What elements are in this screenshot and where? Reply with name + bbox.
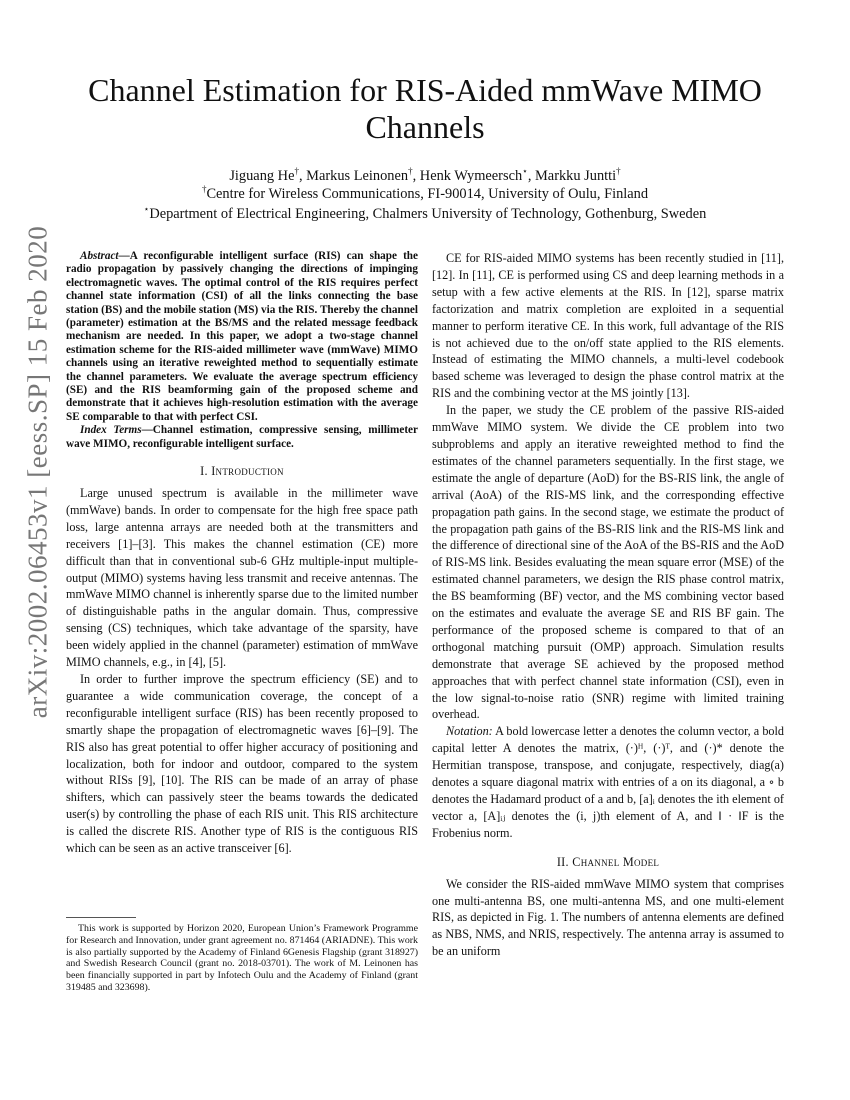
author-mark: †: [294, 166, 299, 177]
affiliation-mark: †: [201, 184, 207, 195]
section-title: Introduction: [211, 464, 284, 479]
paper-title: Channel Estimation for RIS-Aided mmWave MIMO Channels: [88, 72, 762, 145]
notation-label: Notation:: [446, 724, 493, 739]
body-paragraph: In order to further improve the spectrum efficiency (SE) and to guarantee a wide communication coverage, the concept of a reconfigurable intelligent surface (RIS) has been recently proposed to smartly shape the propagation of electromagnetic waves [6]–[9]. The RIS also has great potential to offer higher accuracy of positioning and localization, both for indoor and outdoor, compared to the system without RISs [9], [10]. The RIS can be made of an array of phase shifters, which can passively steer the beams towards the dedicated user(s) by controlling the phase of each RIS unit. This RIS architecture is called the discrete RIS. Another type of RIS is the contiguous RIS which can be seen as an active transceiver [6].: [66, 671, 418, 856]
index-terms-text: —Channel estimation, compressive sensing, millimeter wave MIMO, reconfigurable intelligent surface.: [66, 424, 418, 450]
right-column: [432, 250, 784, 960]
author-list: Jiguang He†, Markus Leinonen†, Henk Wymeersch⋆, Markku Juntti†: [229, 166, 621, 184]
section-number: I.: [200, 464, 208, 479]
abstract-label: Abstract: [80, 250, 119, 262]
abstract: [66, 250, 418, 424]
author-name: Jiguang He: [229, 168, 295, 184]
affiliation-mark: ⋆: [143, 204, 150, 215]
body-paragraph: Large unused spectrum is available in the millimeter wave (mmWave) bands. In order to compensate for the high free space path loss, large antenna arrays are needed both at the transmitters and receivers [1]–[3]. This makes the channel estimation (CE) more difficult than that in conventional sub-6 GHz multiple-input multiple-output (MIMO) systems having less transmit and receive antennas. The mmWave MIMO channel is inherently sparse due to the limited number of distinguishable paths in the angular domain. Thus, compressive sensing (CS) techniques, which take advantage of the sparsity, have been widely applied in the channel (parameter) estimation of mmWave MIMO channels, e.g., in [4], [5].: [66, 486, 418, 670]
section-number: II.: [556, 854, 569, 869]
footnote-text: This work is supported by Horizon 2020, European Union’s Framework Programme for Research and Innovation, under grant agreement no. 871464 (ARIADNE). This work is also partially supported by the Academy of Finland 6Genesis Flagship (grant 318927) and Swedish Research Council (grant no. 2018-03701). The work of M. Leinonen has been financially supported in part by Infotech Oulu and the Academy of Finland (grant 319485 and 323698).: [66, 923, 418, 993]
index-terms-label: Index Terms: [80, 424, 142, 437]
left-column: [66, 250, 418, 857]
footnote: [66, 923, 418, 994]
abstract-text: —A reconfigurable intelligent surface (RIS) can shape the radio propagation by passively changing the directions of impinging electromagnetic waves. The optimal control of the RIS requires perfect channel state information (CSI) of all the links connecting the base station (BS) and the mobile station (MS) via the RIS. Thereby the channel (parameter) estimation at the BS/MS and the related message feedback mechanism are needed. In this paper, we adopt a two-stage channel estimation scheme for the RIS-aided millimeter wave (mmWave) MIMO channels using an iterative reweighted method to sequentially estimate the channel parameters. We evaluate the average spectrum efficiency (SE) and the RIS beamforming gain of the proposed scheme and demonstrate that it achieves high-resolution estimation with the average SE comparable to that with perfect CSI.: [66, 250, 418, 423]
notation-text: A bold lowercase letter a denotes the column vector, a bold capital letter A denotes the matrix, (·)ᴴ, (·)ᵀ, and (·)* denote the Hermitian transpose, transpose, and conjugate, respectively, diag(a) denotes a square diagonal matrix with entries of a on its diagonal, a ∘ b denotes the Hadamard product of a and b, [a]ᵢ denotes the ith element of vector a, [A]ᵢⱼ denotes the (i, j)th element of A, and ‖ · ‖F is the Frobenius norm.: [432, 724, 784, 840]
section-title: Channel Model: [572, 854, 660, 869]
author-mark: ⋆: [522, 166, 528, 177]
affiliation-text: Department of Electrical Engineering, Chalmers University of Technology, Gothenburg, Sweden: [149, 206, 707, 222]
section-heading: [66, 463, 418, 480]
notation-paragraph: [432, 723, 784, 841]
author-name: Henk Wymeersch: [419, 168, 523, 184]
author-name: Markku Juntti: [535, 168, 617, 184]
author-mark: †: [408, 166, 413, 177]
affiliation: [40, 204, 810, 224]
affiliation: [40, 184, 810, 204]
author-name: Markus Leinonen: [306, 168, 409, 184]
body-paragraph: In the paper, we study the CE problem of the passive RIS-aided mmWave MIMO system. We divide the CE problem into two subproblems and apply an iterative reweighted method to find the estimates of the channel parameters sequentially. In the first stage, we estimate the angle of departure (AoD) for the BS-RIS link, the angle of arrival (AoA) of the RIS-MS link, and the corresponding effective propagation path gains. In the second stage, we estimate the product of the propagation path gains of the BS-RIS link and the RIS-MS link and the difference of directional sine of the AoA of the BS-RIS and the AoD of RIS-MS link. Besides evaluating the mean square error (MSE) of the estimated channel parameters, we design the RIS phase control matrix, the BS beamforming (BF) vector, and the MS combining vector based on the estimates and evaluate the average SE and RIS BF gain. The performance of the proposed scheme is compared to that of an orthogonal matching pursuit (OMP) approach. Simulation results demonstrate that average SE achieved by the proposed method approaches that with perfect channel state information (CSI), even in the low signal-to-noise ratio (SNR) regime with limited training overhead.: [432, 403, 784, 722]
index-terms: [66, 424, 418, 451]
affiliation-text: Centre for Wireless Communications, FI-90014, University of Oulu, Finland: [206, 186, 649, 202]
author-mark: †: [616, 166, 621, 177]
section-heading: [432, 854, 784, 871]
body-paragraph: We consider the RIS-aided mmWave MIMO system that comprises one multi-antenna BS, one multi-antenna MS, and one multi-element RIS, as depicted in Fig. 1. The numbers of antenna elements are defined as NBS, NMS, and NRIS, respectively. The antenna array is assumed to be an uniform: [432, 876, 784, 959]
arxiv-stamp: arXiv:2002.06453v1 [eess.SP] 15 Feb 2020: [22, 225, 53, 719]
footnote-rule: [66, 917, 136, 918]
body-paragraph: CE for RIS-aided MIMO systems has been recently studied in [11], [12]. In [11], CE is performed using CS and deep learning methods in a setup with a few active elements at the RIS. In [12], sparse matrix factorization and matrix completion are exploited in a sequential manner to perform iterative CE. In this work, full advantage of the RIS is not achieved due to the on/off state applied to the RIS elements. Instead of estimating the MIMO channels, a multi-level codebook based scheme was leveraged to design the phase control matrix at the RIS and the combining vector at the MS jointly [13].: [432, 251, 784, 401]
